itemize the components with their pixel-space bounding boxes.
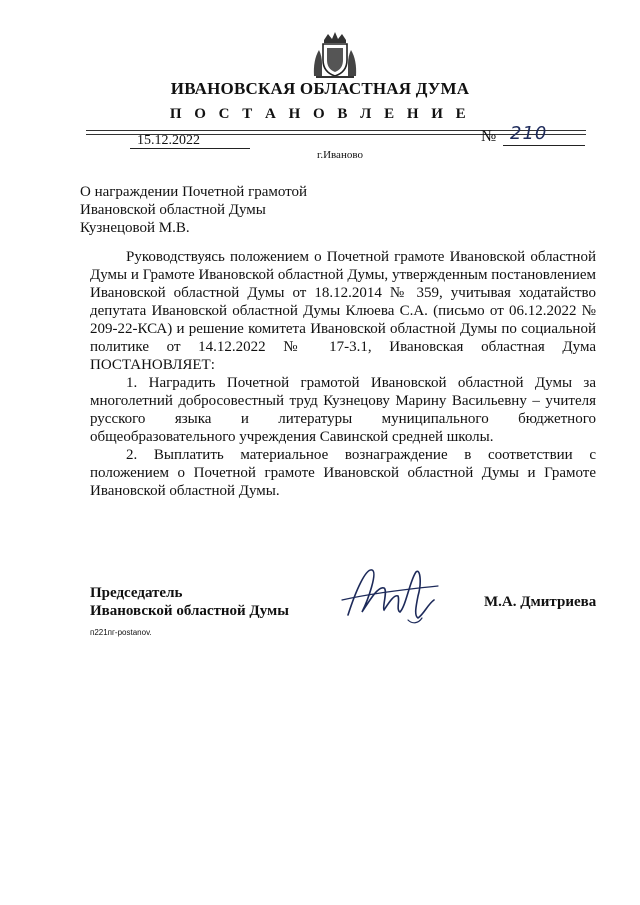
organization-title: ИВАНОВСКАЯ ОБЛАСТНАЯ ДУМА bbox=[170, 79, 470, 98]
coat-of-arms-emblem bbox=[310, 30, 360, 80]
signatory-title bbox=[90, 584, 289, 620]
number-sign: № bbox=[481, 128, 497, 145]
document-subject bbox=[80, 183, 307, 237]
document-body bbox=[90, 248, 596, 500]
preamble-paragraph: Руководствуясь положением о Почетной грамоте Ивановской областной Думы и Грамоте Ивановской областной Думы, утвержденным постановлением Ивановской областной Думы от 18.12.2014 № 359, учитывая ходатайство депутата Ивановской областной Думы Клюева С.А. (письмо от 06.12.2022 № 209-22-КСА) и решение комитета Ивановской областной Думы по социальной политике от 14.12.2022 № 17-3.1, Ивановская областная Дума ПОСТАНОВЛЯЕТ: bbox=[90, 249, 596, 373]
resolution-item-2: 2. Выплатить материальное вознаграждение в соответствии с положением о Почетной грамоте Ивановской областной Думы и Грамоте Ивановской областной Думы. bbox=[90, 447, 596, 499]
file-code: п221пг-postanov. bbox=[90, 628, 152, 637]
subject-line: Ивановской областной Думы bbox=[80, 202, 266, 218]
signatory-name: М.А. Дмитриева bbox=[484, 594, 597, 610]
subject-line: Кузнецовой М.В. bbox=[80, 220, 190, 236]
document-date: 15.12.2022 bbox=[137, 133, 200, 148]
document-city: г.Иваново bbox=[317, 149, 363, 161]
document-number: 210 bbox=[510, 123, 548, 144]
signatory-title-line: Председатель bbox=[90, 585, 183, 601]
number-underline bbox=[503, 145, 585, 146]
subject-line: О награждении Почетной грамотой bbox=[80, 184, 308, 200]
document-type: П О С Т А Н О В Л Е Н И Е bbox=[169, 106, 471, 122]
signatory-title-line: Ивановской областной Думы bbox=[90, 603, 289, 619]
handwritten-signature bbox=[338, 560, 448, 630]
resolution-item-1: 1. Наградить Почетной грамотой Ивановской областной Думы за многолетний добросовестный труд Кузнецову Марину Васильевну – учителя русского языка и литературы муниципального бюджетного общеобразовательного учреждения Савинской средней школы. bbox=[90, 375, 596, 445]
